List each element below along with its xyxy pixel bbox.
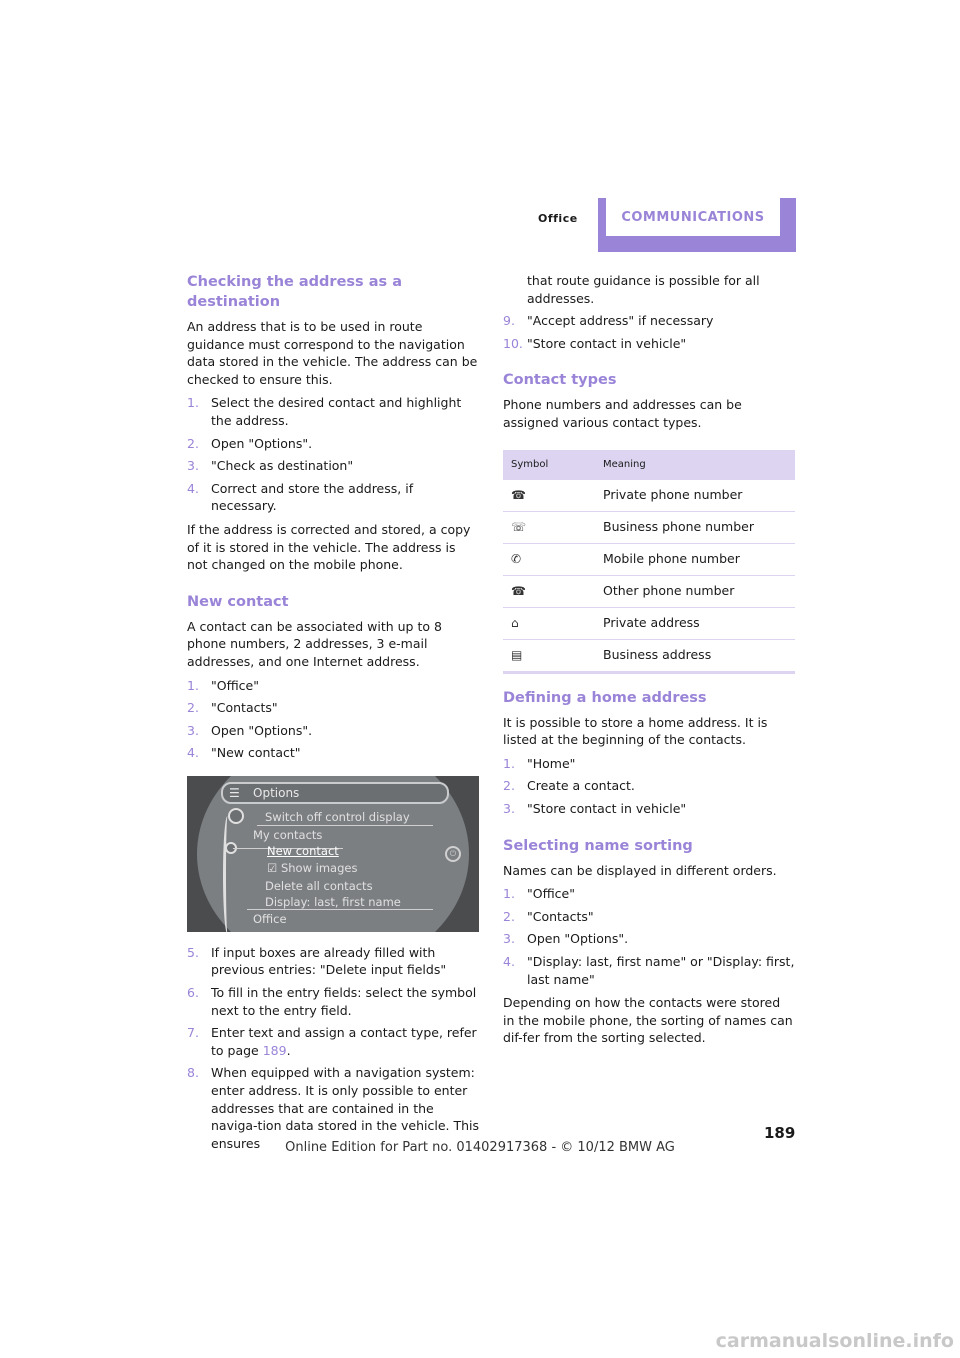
list-item: 7. Enter text and assign a contact type, refer to page 189. bbox=[187, 1025, 477, 1058]
paragraph: Depending on how the contacts were stored in the mobile phone, the sorting of names can dif-fer from the sorting selected. bbox=[503, 995, 793, 1046]
header-tab-label: COMMUNICATIONS bbox=[606, 198, 780, 236]
sort-steps-list bbox=[503, 885, 795, 988]
check-icon: ☑ bbox=[267, 860, 281, 875]
table-row bbox=[503, 480, 795, 512]
table-header-meaning: Meaning bbox=[595, 450, 795, 480]
watermark: carmanualsonline.info bbox=[715, 1330, 954, 1352]
options-title-bar: ☰ Options bbox=[221, 782, 449, 804]
power-icon: ⏻ bbox=[445, 846, 461, 862]
left-column bbox=[187, 272, 479, 1158]
table-cell: Business address bbox=[595, 639, 795, 672]
table-row bbox=[503, 575, 795, 607]
list-item: 1. "Office" bbox=[187, 677, 259, 693]
list-item: 8. When equipped with a navigation system: enter address. It is only possible to enter addresses that are contained in the naviga-tion data stored in the vehicle. This ensures bbox=[187, 1065, 479, 1151]
table-row bbox=[503, 543, 795, 575]
header-section-label: Office bbox=[538, 212, 578, 225]
table-cell: Mobile phone number bbox=[595, 543, 795, 575]
menu-item: Display: last, first name bbox=[265, 894, 401, 909]
list-item: 2. "Contacts" bbox=[503, 908, 594, 924]
business-phone-icon: ☏ bbox=[511, 519, 527, 534]
new-contact-steps-list bbox=[187, 677, 479, 762]
list-item: 10. "Store contact in vehicle" bbox=[503, 335, 687, 351]
list-item: 5. If input boxes are already filled with previous entries: "Delete input fields" bbox=[187, 944, 447, 978]
page-number: 189 bbox=[764, 1124, 796, 1142]
list-item: 1. "Office" bbox=[503, 886, 575, 902]
list-item: that route guidance is possible for all addresses. bbox=[527, 273, 760, 306]
list-item: 3. "Store contact in vehicle" bbox=[503, 800, 687, 816]
table-cell: Other phone number bbox=[595, 575, 795, 607]
list-item: 4. "Display: last, first name" or "Display: first, last name" bbox=[503, 953, 795, 987]
list-item: 2. Create a contact. bbox=[503, 778, 635, 794]
header-tab bbox=[598, 198, 796, 252]
heading-new-contact: New contact bbox=[187, 593, 289, 610]
heading-check-destination: Checking the address as a destination bbox=[187, 274, 402, 310]
menu-item: Switch off control display bbox=[265, 809, 410, 824]
paragraph: If the address is corrected and stored, a copy of it is stored in the vehicle. The address is not changed on the mobile phone. bbox=[187, 521, 471, 573]
menu-item-selected: New contact bbox=[267, 843, 339, 858]
paragraph: It is possible to store a home address. It is listed at the beginning of the contacts. bbox=[503, 714, 768, 748]
footer-text: Online Edition for Part no. 01402917368 - © 10/12 BMW AG bbox=[285, 1140, 675, 1155]
page-link[interactable]: 189 bbox=[262, 1042, 287, 1058]
menu-item: Office bbox=[253, 911, 287, 926]
table-row bbox=[503, 639, 795, 672]
business-address-icon: ▤ bbox=[511, 647, 523, 662]
table-row bbox=[503, 511, 795, 543]
private-phone-icon: ☎ bbox=[511, 487, 526, 502]
paragraph: An address that is to be used in route guidance must correspond to the navigation data stored in the vehicle. The address can be checked to ensure this. bbox=[187, 319, 478, 387]
check-steps-list bbox=[187, 394, 479, 515]
mobile-phone-icon: ✆ bbox=[511, 551, 522, 566]
table-cell: Private address bbox=[595, 607, 795, 639]
table-cell: Private phone number bbox=[595, 480, 795, 512]
heading-name-sorting: Selecting name sorting bbox=[503, 837, 693, 854]
right-column bbox=[503, 272, 795, 1053]
menu-item: My contacts bbox=[253, 827, 323, 842]
list-item: 1. Select the desired contact and highlight the address. bbox=[187, 395, 462, 428]
other-phone-icon: ☎ bbox=[511, 583, 526, 598]
list-item: 4. "New contact" bbox=[187, 745, 301, 761]
home-steps-list bbox=[503, 755, 795, 818]
list-item: 2. "Contacts" bbox=[187, 700, 278, 716]
menu-item: Delete all contacts bbox=[265, 878, 373, 893]
contact-types-table bbox=[503, 450, 795, 674]
list-item: 9. "Accept address" if necessary bbox=[503, 313, 714, 329]
list-item: 2. Open "Options". bbox=[187, 435, 313, 451]
options-icon: ☰ bbox=[229, 785, 240, 800]
steps-continued bbox=[503, 272, 795, 352]
heading-home-address: Defining a home address bbox=[503, 689, 707, 706]
new-contact-steps-list-continued bbox=[187, 944, 479, 1153]
list-item: 3. Open "Options". bbox=[187, 722, 313, 738]
paragraph: A contact can be associated with up to 8 phone numbers, 2 addresses, 3 e-mail addresses, and one Internet address. bbox=[187, 618, 442, 669]
paragraph: Phone numbers and addresses can be assigned various contact types. bbox=[503, 397, 742, 430]
list-item: 3. "Check as destination" bbox=[187, 458, 354, 474]
list-item: 6. To fill in the entry fields: select the symbol next to the entry field. bbox=[187, 985, 477, 1018]
control-display-screenshot bbox=[187, 776, 479, 932]
table-header-symbol: Symbol bbox=[503, 450, 595, 480]
private-address-icon: ⌂ bbox=[511, 615, 519, 630]
list-item: 4. Correct and store the address, if necessary. bbox=[187, 480, 414, 514]
table-cell: Business phone number bbox=[595, 511, 795, 543]
list-item: 3. Open "Options". bbox=[503, 931, 629, 947]
menu-item: ☑ Show images bbox=[267, 860, 358, 875]
heading-contact-types: Contact types bbox=[503, 372, 617, 389]
table-row bbox=[503, 607, 795, 639]
paragraph: Names can be displayed in different orders. bbox=[503, 862, 777, 878]
controller-knob-icon bbox=[228, 808, 244, 824]
list-item: 1. "Home" bbox=[503, 755, 576, 771]
